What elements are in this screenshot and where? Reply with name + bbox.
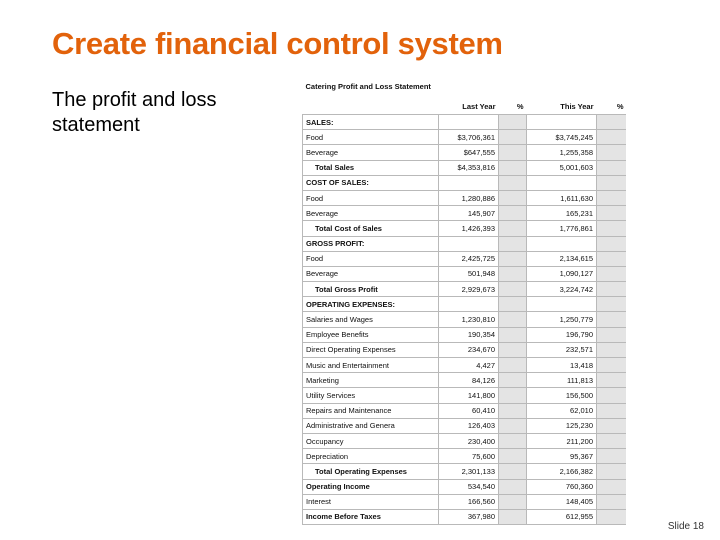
cell-pct-last [499,312,527,327]
row-label: Administrative and Genera [303,418,439,433]
cell-last-year: 126,403 [439,418,499,433]
row-label: SALES: [303,115,439,130]
cell-pct-last [499,403,527,418]
table-row [303,282,627,297]
cell-pct-this [597,479,627,494]
cell-pct-this [597,312,627,327]
cell-pct-this [597,342,627,357]
cell-pct-this [597,190,627,205]
row-label: Operating Income [303,479,439,494]
column-header-last-year: Last Year [462,101,496,111]
cell-last-year: $3,706,361 [439,130,499,145]
cell-last-year: 4,427 [439,358,499,373]
cell-last-year: 230,400 [439,433,499,448]
cell-pct-this [597,494,627,509]
cell-pct-last [499,494,527,509]
row-label: Salaries and Wages [303,312,439,327]
row-label: Beverage [303,206,439,221]
cell-last-year: 190,354 [439,327,499,342]
cell-last-year: 84,126 [439,373,499,388]
cell-pct-last [499,190,527,205]
row-label: Marketing [303,373,439,388]
cell-pct-last [499,388,527,403]
cell-last-year: 501,948 [439,266,499,281]
table-row [303,206,627,221]
cell-this-year: 156,500 [527,388,597,403]
cell-pct-this [597,403,627,418]
cell-this-year: 165,231 [527,206,597,221]
cell-pct-this [597,266,627,281]
cell-this-year [527,236,597,251]
cell-pct-this [597,251,627,266]
cell-pct-this [597,282,627,297]
table-row [303,464,627,479]
cell-this-year: 5,001,603 [527,160,597,175]
cell-last-year: 145,907 [439,206,499,221]
table-row [303,449,627,464]
row-label: Employee Benefits [303,327,439,342]
cell-last-year: $4,353,816 [439,160,499,175]
cell-this-year: 148,405 [527,494,597,509]
cell-last-year: 60,410 [439,403,499,418]
cell-pct-this [597,433,627,448]
pl-statement-table [302,80,626,527]
cell-this-year: 2,166,382 [527,464,597,479]
table-row [303,312,627,327]
cell-this-year: 232,571 [527,342,597,357]
cell-last-year: $647,555 [439,145,499,160]
table-row [303,297,627,312]
cell-last-year: 1,426,393 [439,221,499,236]
cell-last-year: 1,230,810 [439,312,499,327]
cell-this-year: 211,200 [527,433,597,448]
cell-pct-this [597,464,627,479]
cell-last-year: 234,670 [439,342,499,357]
cell-last-year: 2,929,673 [439,282,499,297]
row-label: Beverage [303,145,439,160]
cell-this-year: 196,790 [527,327,597,342]
row-label: Occupancy [303,433,439,448]
cell-pct-last [499,418,527,433]
cell-last-year [439,297,499,312]
row-label: GROSS PROFIT: [303,236,439,251]
cell-this-year: 62,010 [527,403,597,418]
table-row [303,175,627,190]
table-row [303,130,627,145]
cell-this-year: $3,745,245 [527,130,597,145]
cell-last-year [439,115,499,130]
slide-number: Slide 18 [667,521,704,532]
table-row [303,342,627,357]
cell-pct-last [499,175,527,190]
column-header-pct-last: % [516,101,524,111]
row-label: Depreciation [303,449,439,464]
row-label: Total Cost of Sales [303,221,439,236]
cell-last-year: 1,280,886 [439,190,499,205]
row-label: Food [303,130,439,145]
slide-subtitle: The profit and loss statement [52,89,217,136]
table-row [303,388,627,403]
table-row [303,251,627,266]
row-label: Repairs and Maintenance [303,403,439,418]
cell-this-year [527,115,597,130]
table-row [303,236,627,251]
cell-pct-this [597,236,627,251]
cell-pct-last [499,282,527,297]
cell-pct-last [499,236,527,251]
cell-pct-last [499,251,527,266]
table-row [303,327,627,342]
cell-pct-last [499,479,527,494]
cell-pct-last [499,145,527,160]
cell-pct-this [597,327,627,342]
cell-pct-last [499,206,527,221]
table-row [303,358,627,373]
cell-last-year [439,175,499,190]
column-header-pct-this: % [616,101,624,111]
table-row [303,190,627,205]
row-label: Total Gross Profit [303,282,439,297]
cell-this-year: 1,255,358 [527,145,597,160]
row-label: Music and Entertainment [303,358,439,373]
cell-pct-this [597,373,627,388]
row-label: OPERATING EXPENSES: [303,297,439,312]
cell-pct-last [499,433,527,448]
slide-title: Create financial control system [52,26,503,61]
cell-pct-this [597,418,627,433]
column-header-this-year: This Year [560,101,594,111]
cell-last-year [439,236,499,251]
cell-pct-this [597,145,627,160]
cell-pct-this [597,358,627,373]
table-row [303,403,627,418]
table-header-row [303,98,627,115]
table-row [303,221,627,236]
cell-pct-this [597,388,627,403]
cell-this-year [527,175,597,190]
table-row [303,145,627,160]
cell-pct-this [597,130,627,145]
row-label: Utility Services [303,388,439,403]
cell-pct-last [499,130,527,145]
cell-pct-this [597,449,627,464]
cell-pct-last [499,358,527,373]
cell-pct-this [597,221,627,236]
cell-last-year: 2,425,725 [439,251,499,266]
cell-pct-this [597,509,627,524]
row-label: Total Operating Expenses [303,464,439,479]
cell-last-year: 367,980 [439,509,499,524]
cell-this-year: 13,418 [527,358,597,373]
table-caption: Catering Profit and Loss Statement [305,82,431,91]
cell-this-year: 1,611,630 [527,190,597,205]
table-row [303,494,627,509]
table-caption-row [303,80,627,98]
cell-this-year: 95,367 [527,449,597,464]
cell-this-year: 111,813 [527,373,597,388]
cell-last-year: 534,540 [439,479,499,494]
cell-this-year: 1,090,127 [527,266,597,281]
table-row [303,373,627,388]
cell-last-year: 141,800 [439,388,499,403]
cell-pct-last [499,342,527,357]
cell-this-year [527,297,597,312]
cell-pct-last [499,373,527,388]
cell-last-year: 2,301,133 [439,464,499,479]
cell-this-year: 1,250,779 [527,312,597,327]
table-row [303,479,627,494]
cell-pct-last [499,221,527,236]
cell-pct-this [597,160,627,175]
cell-this-year: 2,134,615 [527,251,597,266]
cell-this-year: 3,224,742 [527,282,597,297]
row-label: Food [303,190,439,205]
cell-pct-last [499,327,527,342]
row-label: Food [303,251,439,266]
cell-pct-this [597,206,627,221]
row-label: Beverage [303,266,439,281]
table-row [303,418,627,433]
cell-pct-last [499,160,527,175]
cell-this-year: 1,776,861 [527,221,597,236]
row-label: COST OF SALES: [303,175,439,190]
cell-this-year: 612,955 [527,509,597,524]
row-label: Total Sales [303,160,439,175]
table-row [303,433,627,448]
row-label: Direct Operating Expenses [303,342,439,357]
cell-pct-this [597,297,627,312]
cell-this-year: 760,360 [527,479,597,494]
table-row [303,266,627,281]
table-row [303,115,627,130]
cell-pct-last [499,115,527,130]
row-label: Interest [303,494,439,509]
row-label: Income Before Taxes [303,509,439,524]
cell-last-year: 75,600 [439,449,499,464]
cell-this-year: 125,230 [527,418,597,433]
cell-pct-last [499,297,527,312]
table-row [303,509,627,524]
cell-pct-last [499,464,527,479]
cell-pct-last [499,509,527,524]
cell-pct-this [597,115,627,130]
cell-last-year: 166,560 [439,494,499,509]
cell-pct-last [499,266,527,281]
table-row [303,160,627,175]
cell-pct-last [499,449,527,464]
cell-pct-this [597,175,627,190]
